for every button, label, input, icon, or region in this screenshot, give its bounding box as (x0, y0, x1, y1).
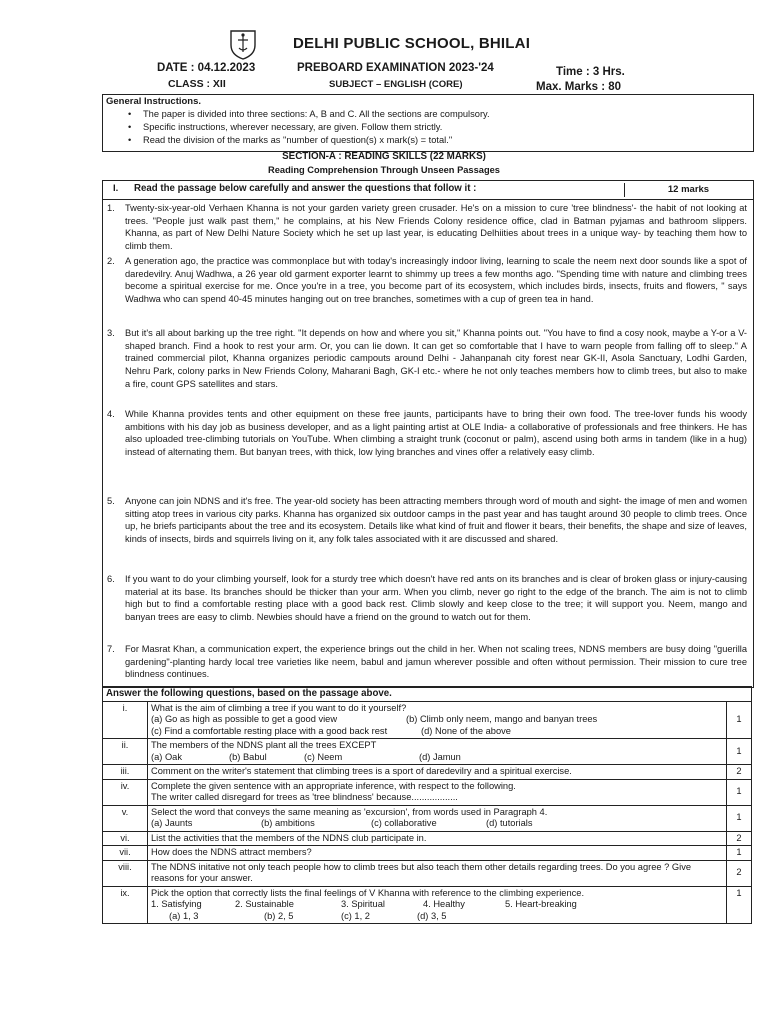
paragraph-text: For Masrat Khan, a communication expert, the experience brings out the child in her. When not scaling trees, NDNS members are busy doing "guerilla gardening"-planting hardy local tree varieties like neem, babul and jamun wherever possible and often without permission. Their mission to cure tree blindness continues. (125, 644, 747, 680)
question-number: vii. (103, 846, 148, 861)
section-a-heading: SECTION-A : READING SKILLS (22 MARKS) (282, 151, 486, 162)
passage-paragraph (107, 202, 747, 253)
question-cell (148, 779, 727, 805)
option: (b) ambitions (261, 818, 315, 828)
question-row (103, 805, 752, 831)
passage-box (102, 180, 754, 688)
instruction-item: • The paper is divided into three sections: A, B and C. All the sections are compulsory. (103, 108, 490, 121)
paragraph-text: A generation ago, the practice was commonplace but with today's increasingly indoor living, learning to scale the neem next door sounds like a spot of daredevilry. Anuj Wadhwa, a 26 year old garment exporter learnt to shimmy up trees a few months ago. "Spending time with nature and climbing trees become a spiritual exercise for me. Once you're in a tree, you become part of its ecosystem, which includes birds, insects, fruits and flowers, " says Wadhwa who can spend 40-45 minutes hanging out on tree branches, sometimes with a cup of green tea in hand. (125, 256, 747, 305)
passage-marks: 12 marks (624, 183, 752, 197)
question-marks: 2 (727, 831, 752, 846)
paragraph-number: 6. (107, 574, 115, 584)
choice-item: 1. Satisfying (151, 899, 202, 909)
option: (d) tutorials (486, 818, 533, 828)
school-name: DELHI PUBLIC SCHOOL, BHILAI (293, 35, 531, 52)
question-marks: 1 (727, 701, 752, 739)
passage-number: I. (113, 183, 119, 194)
question-cell (148, 701, 727, 739)
questions-table (102, 686, 752, 924)
option: (d) Jamun (419, 751, 461, 762)
option-row (151, 818, 723, 830)
option: (b) 2, 5 (264, 910, 294, 921)
choice-item: 3. Spiritual (341, 899, 385, 909)
option: (c) 1, 2 (341, 910, 370, 921)
question-text: List the activities that the members of the NDNS club participate in. (148, 831, 727, 846)
question-number: viii. (103, 860, 148, 886)
question-text: How does the NDNS attract members? (148, 846, 727, 861)
question-marks: 1 (727, 846, 752, 861)
question-marks: 2 (727, 765, 752, 780)
general-instructions-list (103, 108, 490, 147)
max-marks: Max. Marks : 80 (536, 81, 622, 93)
choice-item: 2. Sustainable (235, 899, 294, 909)
option: (d) None of the above (421, 725, 511, 736)
question-number: ii. (103, 739, 148, 765)
passage-paragraph (107, 573, 747, 624)
paragraph-text: But it's all about barking up the tree right. "It depends on how and where you sit," Khanna points out. "You have to find a cosy nook, maybe a Y-or a V-shaped branch. Find a hook to rest your arm. Or, you can lie down. It can get so comfortable that I have to warn people from falling off to sleep." A trained commercial pilot, Khanna organizes periodic campouts around Delhi - Jahanpanah city forest near GK-II, Asola Sanctuary, Lodhi Garden, Nehru Park, colony parks in New Friends Colony, Maharani Bagh, GK-I etc.- where he not only teaches members how to climb trees, but also to make a fire, count GPS satellites and stars. (125, 328, 747, 389)
general-instructions-title: General Instructions. (106, 96, 202, 107)
passage-instruction: Read the passage below carefully and answer the questions that follow it : (134, 183, 477, 194)
question-text: Complete the given sentence with an appropriate inference, with respect to the following. (151, 780, 516, 791)
option: (a) Jaunts (151, 818, 193, 828)
option: (a) 1, 3 (169, 910, 199, 921)
question-marks: 2 (727, 860, 752, 886)
question-text: Pick the option that correctly lists the final feelings of V Khanna with reference to the climbing experience. (151, 887, 585, 898)
option: (d) 3, 5 (417, 910, 447, 921)
question-text: The members of the NDNS plant all the trees EXCEPT (151, 740, 377, 750)
table-row (103, 687, 752, 702)
instruction-item: • Read the division of the marks as "number of question(s) x mark(s) = total." (103, 134, 490, 147)
paragraph-number: 5. (107, 496, 115, 506)
question-marks: 1 (727, 805, 752, 831)
question-row (103, 831, 752, 846)
question-number: vi. (103, 831, 148, 846)
instruction-item: • Specific instructions, wherever necessary, are given. Follow them strictly. (103, 121, 490, 134)
option: (b) Climb only neem, mango and banyan trees (406, 714, 598, 724)
paragraph-number: 4. (107, 409, 115, 419)
paragraph-number: 2. (107, 256, 115, 266)
paragraph-text: If you want to do your climbing yourself, look for a sturdy tree which doesn't have red ants on its branches and is clear of broken glass or injury-causing material at its base. Its branches should be thicker than your arm. When you climb, never go right to the edge of the branch. The aim is not to climb high but to find a comfortable resting place with a good back rest. Climb slowly and keep close to the tree; it will support you. Neem, mango and banyan trees are easy to climb. Newbies should have a friend on the ground to watch out for them. (125, 574, 747, 623)
passage-paragraph (107, 327, 747, 391)
paragraph-number: 7. (107, 644, 115, 654)
general-instructions (102, 94, 754, 152)
question-row (103, 765, 752, 780)
paragraph-text: While Khanna provides tents and other equipment on these free jaunts, participants have to bring their own food. The tree-lover funds his woody ambitions with his day job as business developer, and as a light painting artist at OLE India- a collaborative of professionals and free thinkers. He has also uploaded tree-climbing tutorials on YouTube. When climbing a straight trunk (coconut or palm), ascend using both arms in tandem (like in a hug) instead of alternating them. But banyan trees, with thick, low lying branches and vines offer a relatively easy climb. (125, 409, 747, 458)
section-a-subheading: Reading Comprehension Through Unseen Passages (268, 165, 500, 175)
passage-paragraph (107, 495, 747, 546)
choice-item: 4. Healthy (423, 899, 465, 909)
exam-subject: SUBJECT – ENGLISH (CORE) (329, 79, 463, 90)
option-row (151, 714, 723, 726)
question-row (103, 886, 752, 924)
question-text: The NDNS initative not only teach people how to climb trees but also teach them other details regarding trees. Do you agree ? Give reasons for your answer. (148, 860, 727, 886)
question-marks: 1 (727, 739, 752, 765)
exam-class: CLASS : XII (168, 78, 226, 90)
question-text: Comment on the writer's statement that climbing trees is a sport of daredevilry and a spiritual exercise. (148, 765, 727, 780)
option: (c) Find a comfortable resting place with a good back rest (151, 725, 388, 736)
exam-title: PREBOARD EXAMINATION 2023-'24 (297, 62, 494, 74)
question-number: iii. (103, 765, 148, 780)
option: (c) collaborative (371, 818, 437, 828)
question-number: iv. (103, 779, 148, 805)
question-marks: 1 (727, 779, 752, 805)
question-text: Select the word that conveys the same meaning as 'excursion', from words used in Paragraph 4. (151, 806, 548, 817)
question-row (103, 739, 752, 765)
choice-item: 5. Heart-breaking (505, 899, 577, 909)
paragraph-text: Twenty-six-year-old Verhaen Khanna is not your garden variety green crusader. He's on a mission to cure 'tree blindness'- the habit of not looking at trees. "People just walk past them," he complains, at his New Friends Colony residence office, clad in Batman pyjamas and bathroom slippers. Khanna, as part of New Delhi Nature Society which he set up last year, is educating Delhiities about trees in a unique way- by teaching them how to climb them. (125, 203, 747, 252)
option: (b) Babul (229, 751, 267, 762)
paragraph-number: 1. (107, 203, 115, 213)
question-cell (148, 805, 727, 831)
option: (a) Go as high as possible to get a good view (151, 714, 338, 724)
option: (c) Neem (304, 751, 343, 762)
question-marks: 1 (727, 886, 752, 924)
answer-heading: Answer the following questions, based on the passage above. (103, 687, 752, 702)
passage-paragraph (107, 643, 747, 681)
question-row (103, 779, 752, 805)
option-row (151, 911, 723, 923)
question-number: i. (103, 701, 148, 739)
question-row (103, 846, 752, 861)
exam-time: Time : 3 Hrs. (556, 66, 625, 78)
option-row (151, 752, 723, 764)
question-number: ix. (103, 886, 148, 924)
question-cell (148, 886, 727, 924)
paragraph-text: Anyone can join NDNS and it's free. The year-old society has been attracting members through word of mouth and sight- the image of men and women sitting atop trees in various city parks. Khanna has organized six outdoor camps in the past year and has taught around 30 people to climb trees. Once up, he briefs participants about the tree and its ecosystem. Details like what kind of fruit and flower it bears, their benefits, the shape and size of leaves, kinds of insects, birds and squirrels living on it, any folk tales associated with it are discussed and shared. (125, 496, 747, 545)
paragraph-number: 3. (107, 328, 115, 338)
question-cell (148, 739, 727, 765)
question-row (103, 860, 752, 886)
passage-paragraph (107, 255, 747, 306)
exam-date: DATE : 04.12.2023 (157, 62, 256, 74)
school-crest-icon (229, 28, 257, 60)
passage-header (103, 181, 753, 200)
option-row (151, 726, 723, 738)
question-number: v. (103, 805, 148, 831)
question-text: What is the aim of climbing a tree if you want to do it yourself? (151, 702, 407, 713)
passage-paragraph (107, 408, 747, 459)
question-prompt: The writer called disregard for trees as 'tree blindness' because.................. (151, 792, 458, 802)
option: (a) Oak (151, 751, 182, 762)
choice-list (151, 899, 723, 911)
question-row (103, 701, 752, 739)
